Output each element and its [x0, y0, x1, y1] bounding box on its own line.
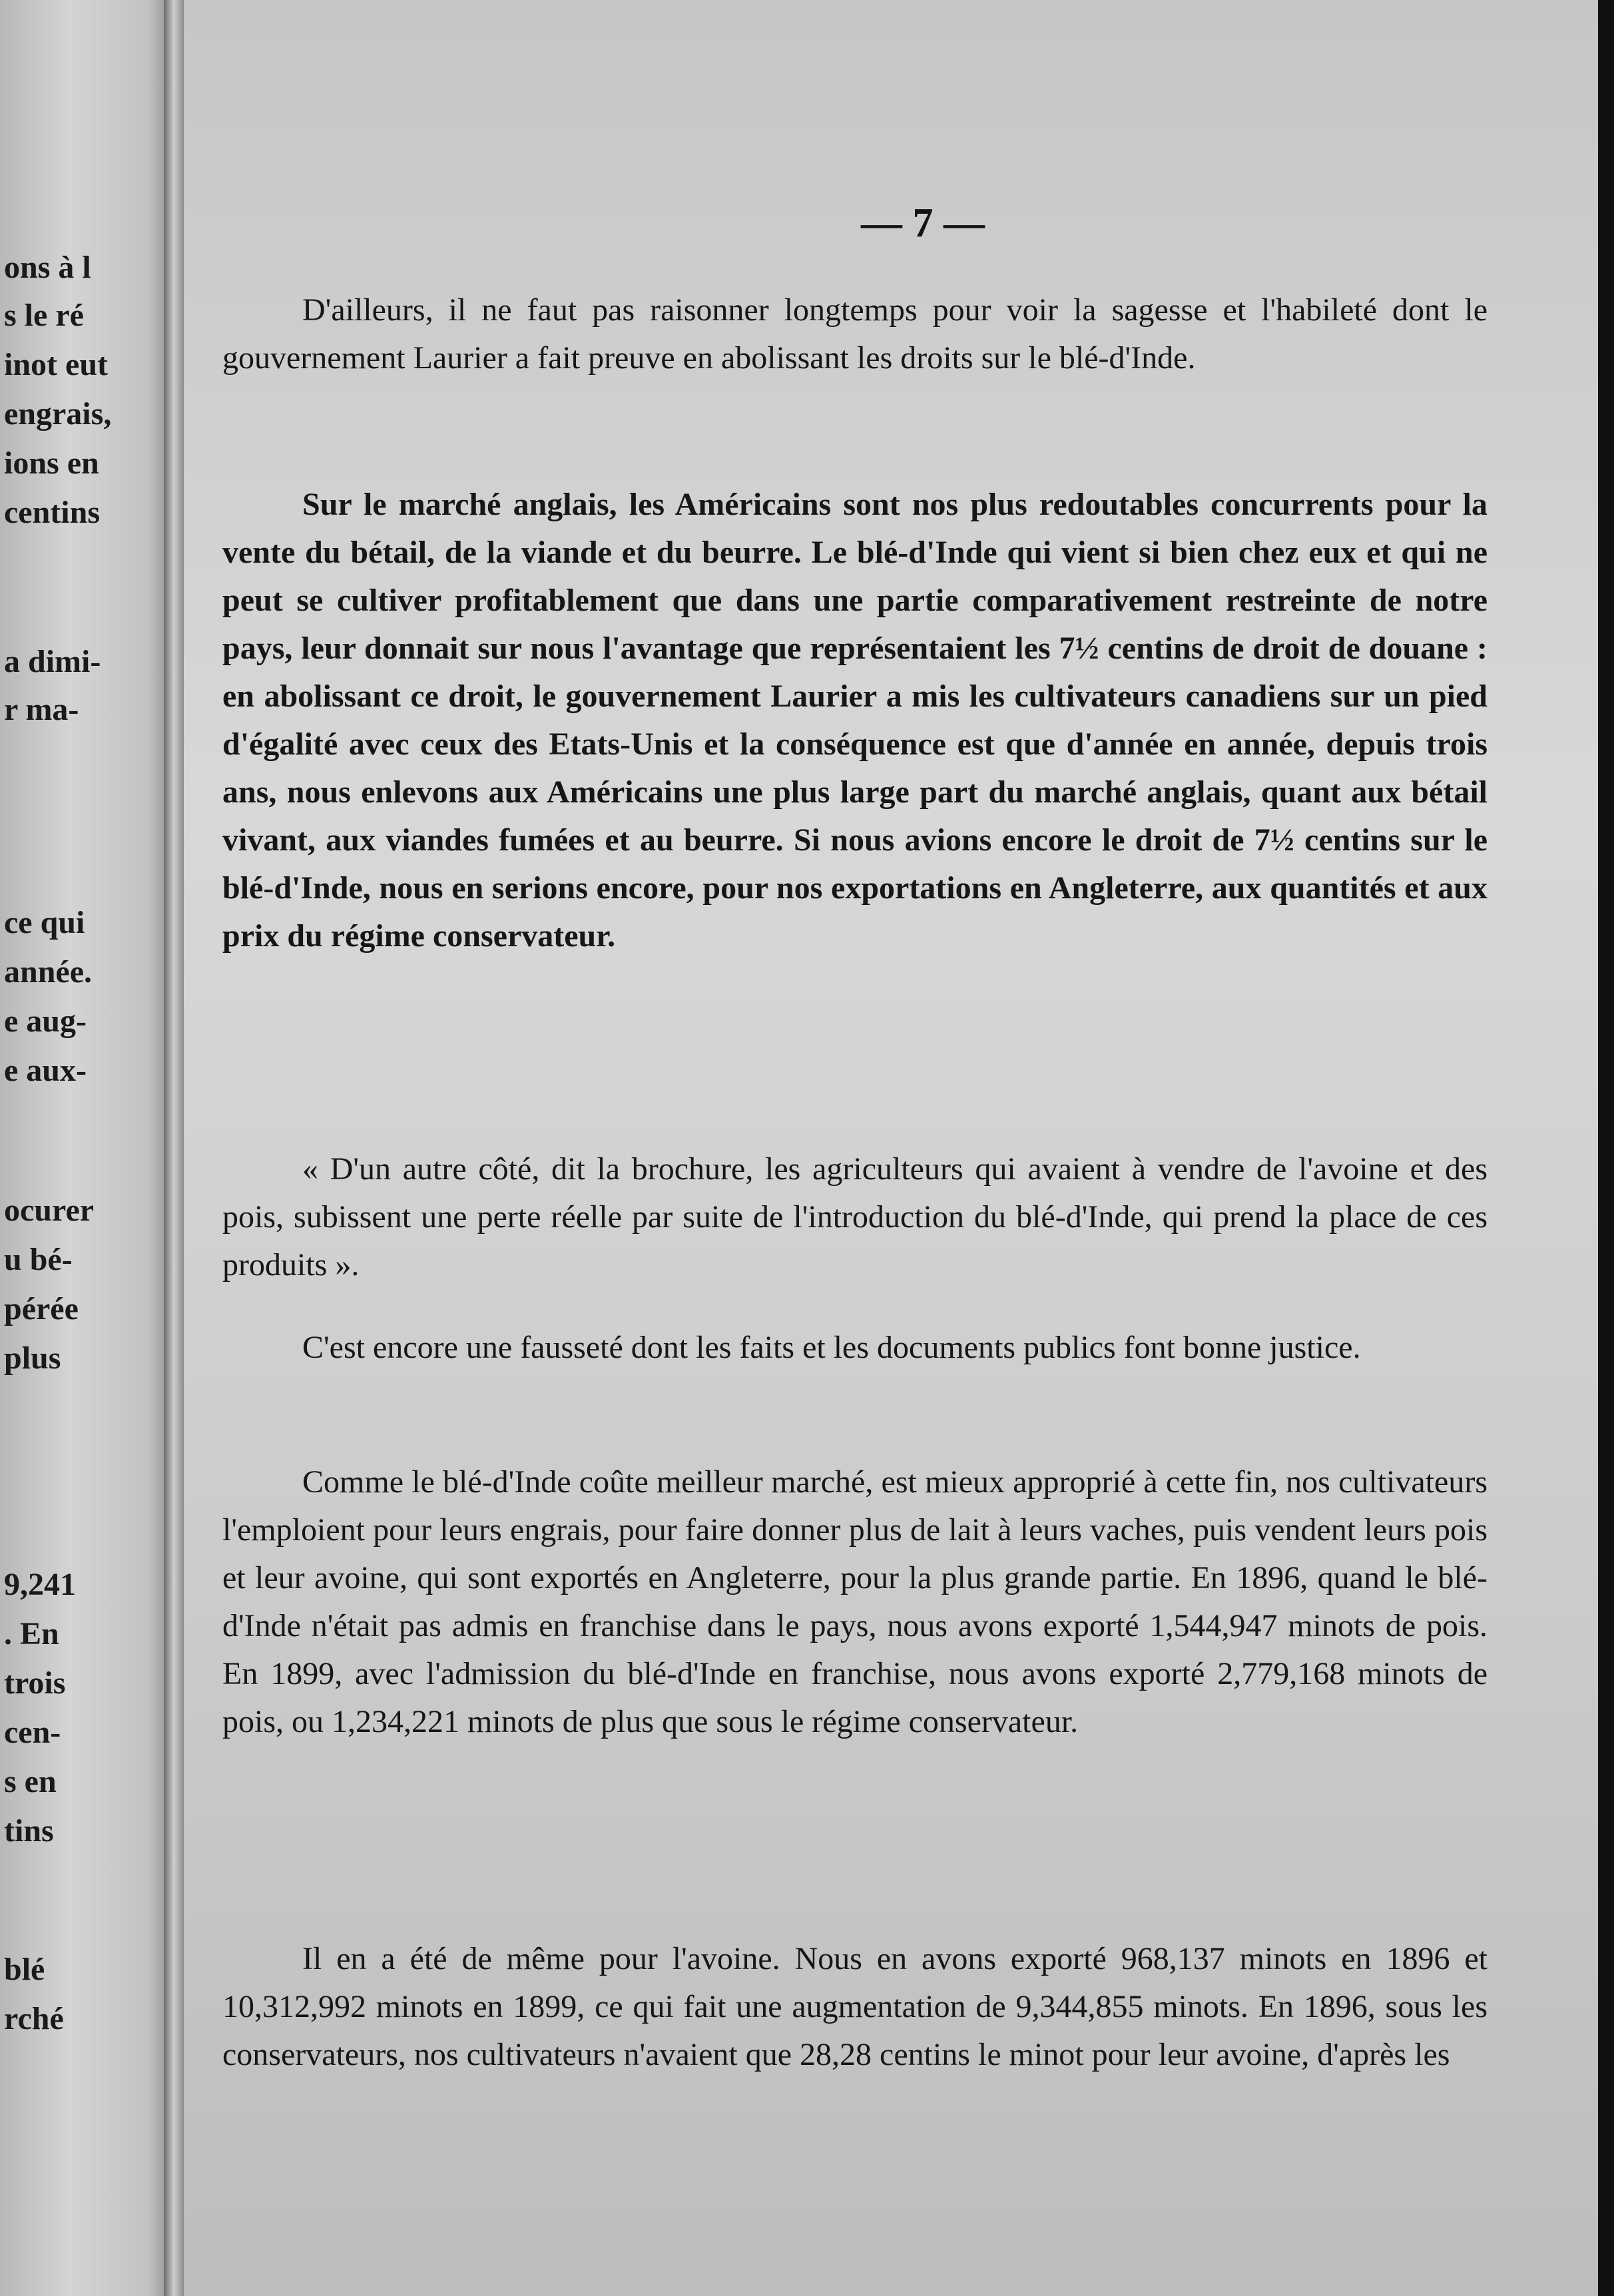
left-line: année. — [4, 954, 92, 990]
left-line: engrais, — [4, 396, 112, 431]
left-page-fragment — [0, 0, 174, 2296]
left-line: . En — [4, 1616, 59, 1651]
page-number: — 7 — — [861, 200, 985, 246]
left-line: ce qui — [4, 905, 85, 940]
left-line: r ma- — [4, 692, 79, 727]
paragraph: Comme le blé-d'Inde coûte meilleur marché, est mieux approprié à cette fin, nos cultivateurs l'emploient pour leurs engrais, pour faire donner plus de lait à leurs vaches, puis vendent leurs pois et leur avoine, qui sont exportés en Angleterre, pour la plus grande partie. En 1896, quand le blé-d'Inde n'était pas admis en franchise dans le pays, nous avons exporté 1,544,947 minots de pois. En 1899, avec l'admission du blé-d'Inde en franchise, nous avons exporté 2,779,168 minots de pois, ou 1,234,221 minots de plus que sous le régime conservateur. — [222, 1464, 1487, 1739]
left-line: plus — [4, 1340, 61, 1376]
left-line: cen- — [4, 1715, 61, 1750]
left-line: u bé- — [4, 1242, 73, 1277]
left-line: rché — [4, 2001, 64, 2036]
left-line: s le ré — [4, 298, 84, 333]
left-line: tins — [4, 1813, 54, 1849]
left-line: pérée — [4, 1291, 79, 1326]
left-line: a dimi- — [4, 644, 101, 679]
scan-edge — [1598, 0, 1614, 2296]
left-line: e aux- — [4, 1053, 87, 1088]
left-line: s en — [4, 1764, 57, 1799]
left-line: e aug- — [4, 1004, 87, 1039]
left-line: 9,241 — [4, 1567, 76, 1602]
paragraph: Il en a été de même pour l'avoine. Nous en avons exporté 968,137 minots en 1896 et 10,312,992 minots en 1899, ce qui fait une augmentation de 9,344,855 minots. En 1896, sous les conservateurs, nos cultivateurs n'avaient que 28,28 centins le minot pour leur avoine, d'après les — [222, 1941, 1487, 2072]
paragraph: C'est encore une fausseté dont les faits et les documents publics font bonne justice. — [302, 1330, 1361, 1365]
book-gutter — [164, 0, 186, 2296]
paragraph: « D'un autre côté, dit la brochure, les agriculteurs qui avaient à vendre de l'avoine et des pois, subissent une perte réelle par suite de l'introduction du blé-d'Inde, qui prend la place de ces produits ». — [222, 1151, 1487, 1283]
left-line: ons à l — [4, 250, 91, 285]
left-line: centins — [4, 495, 100, 530]
left-line: trois — [4, 1665, 66, 1701]
left-line: ocurer — [4, 1193, 95, 1228]
paragraph: Sur le marché anglais, les Américains sont nos plus redoutables concurrents pour la vente du bétail, de la viande et du beurre. Le blé-d'Inde qui vient si bien chez eux et qui ne peut se cultiver profitablement que dans une partie comparativement restreinte de notre pays, leur donnait sur nous l'avantage que représentaient les 7½ centins de droit de douane : en abolissant ce droit, le gouvernement Laurier a mis les cultivateurs canadiens sur un pied d'égalité avec ceux des Etats-Unis et la conséquence est que d'année en année, depuis trois ans, nous enlevons aux Américains une plus large part du marché anglais, quant aux bétail vivant, aux viandes fumées et au beurre. Si nous avions encore le droit de 7½ centins sur le blé-d'Inde, nous en serions encore, pour nos exportations en Angleterre, aux quantités et aux prix du régime conservateur. — [222, 487, 1487, 954]
left-line: inot eut — [4, 347, 108, 382]
left-line: ions en — [4, 445, 99, 481]
document-page — [184, 0, 1598, 2296]
left-line: blé — [4, 1952, 45, 1987]
paragraph: D'ailleurs, il ne faut pas raisonner longtemps pour voir la sagesse et l'habileté dont le gouvernement Laurier a fait preuve en abolissant les droits sur le blé-d'Inde. — [222, 292, 1487, 376]
